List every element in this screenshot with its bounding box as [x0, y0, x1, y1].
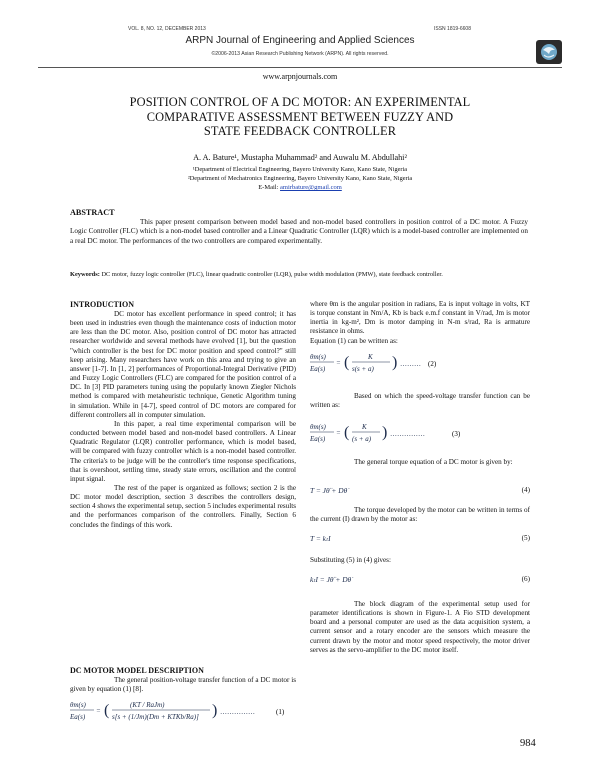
volume-info: VOL. 8, NO. 12, DECEMBER 2013 [128, 26, 206, 32]
svg-text:K: K [368, 353, 373, 361]
svg-text:s[s + (1/Jm)(Dm + KTKb/Ra)]: s[s + (1/Jm)(Dm + KTKb/Ra)] [112, 713, 199, 721]
paragraph: where θm is the angular position in radians, Ea is input voltage in volts, KT is torque constant in Nm/A, Kb is back e.m.f constant in V/rad, Jm is motor inertia in kg-m², Dm is motor damping in N-m s/rad, Ra is armature resistance in ohms. [310, 300, 530, 336]
copyright: ©2006-2013 Asian Research Publishing Network (ARPN). All rights reserved. [211, 51, 389, 57]
equation-6 [310, 575, 530, 587]
svg-text:Ea(s): Ea(s) [310, 365, 326, 373]
torque-text [310, 458, 530, 467]
paragraph: Equation (1) can be written as: [310, 336, 398, 345]
equation-5 [310, 534, 530, 546]
paragraph: The torque developed by the motor can be written in terms of the current (I) drawn by the motor as: [310, 506, 530, 524]
keywords-label: Keywords: [70, 271, 100, 278]
paper-title [60, 95, 540, 139]
model-heading: DC MOTOR MODEL DESCRIPTION [70, 666, 204, 675]
equation-1 [70, 698, 296, 729]
svg-text:……………: …………… [220, 708, 255, 716]
svg-text:(KT / RaJm): (KT / RaJm) [130, 701, 165, 709]
equation-number: (5) [521, 534, 530, 542]
journal-logo-icon [536, 40, 562, 64]
svg-text:=: = [336, 359, 341, 367]
keywords [70, 271, 528, 279]
equation-number: (4) [521, 486, 530, 494]
abstract-text: This paper present comparison between model based and non-model based controllers in position control of a DC motor. A Fuzzy Logic Controller (FLC) which is a non-model based controller and a Linear Quadratic Controller (LQR) which is a model-based controller are implemented on a real DC motor. The performances of the two controllers are compared experimentally. [70, 218, 528, 245]
paragraph: The block diagram of the experimental setup used for parameter identifications is shown in Figure-1. A Fio STD development board and a personal computer are used as the data acquisition system, a current sensor and a rotary encoder are the sensors which measure the current drawn by the motor and motor speed respectively, the motor driver serves as the servo-amplifier to the DC motor itself. [310, 600, 530, 654]
equation-number: (2) [428, 360, 437, 368]
journal-title: ARPN Journal of Engineering and Applied Sciences [185, 35, 415, 46]
website: www.arpnjournals.com [262, 72, 338, 81]
paragraph: In this paper, a real time experimental comparison will be conducted between model based and non-model based controllers. A Linear Quadratic Regulator (LQR) controller performance, which is model based, will be compared with fuzzy controller which is a non-model based controller. The criteria's to be judge will be the controller's time response specifications, that is overshoot, settling time, steady state errors, oscillation and the control input signal. [70, 419, 296, 483]
issn: ISSN 1819-6608 [434, 26, 471, 32]
svg-text:=: = [336, 429, 341, 437]
svg-text:θm(s): θm(s) [310, 423, 326, 431]
title-line: POSITION CONTROL OF A DC MOTOR: AN EXPERIMENTAL [129, 95, 471, 109]
svg-text:s(s + a): s(s + a) [352, 365, 374, 373]
svg-text:): ) [212, 702, 218, 719]
equation-text: T = Jθ̈ + Dθ̇ [310, 486, 348, 495]
intro-paragraphs [70, 310, 296, 530]
title-line: COMPARATIVE ASSESSMENT BETWEEN FUZZY AND [146, 109, 454, 124]
paragraph: Based on which the speed-voltage transfer function can be written as: [310, 392, 530, 410]
title-line: STATE FEEDBACK CONTROLLER [203, 124, 397, 138]
variable-definitions [310, 300, 530, 346]
equation-text: kₜI = Jθ̈ + Dθ̇ [310, 575, 352, 584]
speed-voltage-text [310, 392, 530, 410]
introduction-heading: INTRODUCTION [70, 300, 135, 309]
svg-text:K: K [362, 423, 367, 431]
svg-text:……………: …………… [390, 430, 425, 438]
svg-text:θm(s): θm(s) [310, 353, 326, 361]
equation-number: (6) [521, 575, 530, 583]
equation-text: T = kₜI [310, 534, 331, 543]
svg-text:): ) [382, 424, 388, 441]
paragraph: The general torque equation of a DC motor is given by: [354, 458, 513, 466]
svg-text:………: ……… [400, 360, 421, 368]
svg-text:(: ( [344, 354, 350, 371]
page-number: 984 [520, 738, 536, 749]
model-paragraph [70, 676, 296, 694]
svg-text:Ea(s): Ea(s) [70, 713, 86, 721]
current-text [310, 506, 530, 524]
affiliation-1: ¹Department of Electrical Engineering, Bayero University Kano, Kano State, Nigeria [192, 166, 408, 173]
equation-number: (3) [452, 430, 461, 438]
svg-text:): ) [392, 354, 398, 371]
paragraph: The rest of the paper is organized as follows; section 2 is the DC motor model description, section 3 describes the controllers design, section 4 shows the experimental setup, section 5 includes experimental results and the performances comparison of the controllers. Finally, Section 6 concludes the findings of this work. [70, 483, 296, 529]
equation-2 [310, 350, 530, 381]
equation-3 [310, 420, 530, 451]
abstract-heading: ABSTRACT [70, 208, 115, 217]
block-diagram-text [310, 600, 530, 655]
svg-text:(: ( [344, 424, 350, 441]
equation-4 [310, 486, 530, 498]
header-rule [38, 67, 562, 68]
email-label: E-Mail: [258, 184, 279, 191]
email-link[interactable]: amirbature@gmail.com [280, 184, 342, 191]
affiliation-2: ²Department of Mechatronics Engineering, Bayero University Kano, Kano State, Nigeria [187, 175, 413, 182]
paragraph: The general position-voltage transfer function of a DC motor is given by equation (1) [8]. [70, 676, 296, 694]
svg-text:=: = [96, 707, 101, 715]
equation-number: (1) [276, 708, 285, 716]
svg-text:(s + a): (s + a) [352, 435, 372, 443]
substitution-text: Substituting (5) in (4) gives: [310, 556, 391, 564]
paragraph: DC motor has excellent performance in speed control; it has been used in industries even though the maintenance costs of induction motor are less than the DC motor. Also, position control of DC motor has attracted researcher worldwide and several methods have evolved [1], but the question "which controller is the best for DC motor position and speed control?" still keep arising. Many researchers have work on this area and trying to give an answer [1-7]. In [1, 2] performances of Proportional-Integral Derivative (PID) and Fuzzy Logic Controllers (FLC) are compared for the position control of a DC. In [3] PID parameters tuning using the popularly known Ziegler Nichols method is compared with metaheuristic technique, Genetic Algorithm tuning in simulation. While in [4-7], speed control of DC motors are compared for different controllers all in computer simulation. [70, 310, 296, 419]
keywords-text: DC motor, fuzzy logic controller (FLC), linear quadratic controller (LQR), pulse width modulation (PMW), state feedback controller. [101, 271, 443, 278]
authors: A. A. Bature¹, Mustapha Muhammad² and Auwalu M. Abdullahi² [193, 153, 407, 162]
svg-text:Ea(s): Ea(s) [310, 435, 326, 443]
email-line [0, 184, 600, 191]
svg-text:(: ( [104, 702, 110, 719]
svg-text:θm(s): θm(s) [70, 701, 86, 709]
